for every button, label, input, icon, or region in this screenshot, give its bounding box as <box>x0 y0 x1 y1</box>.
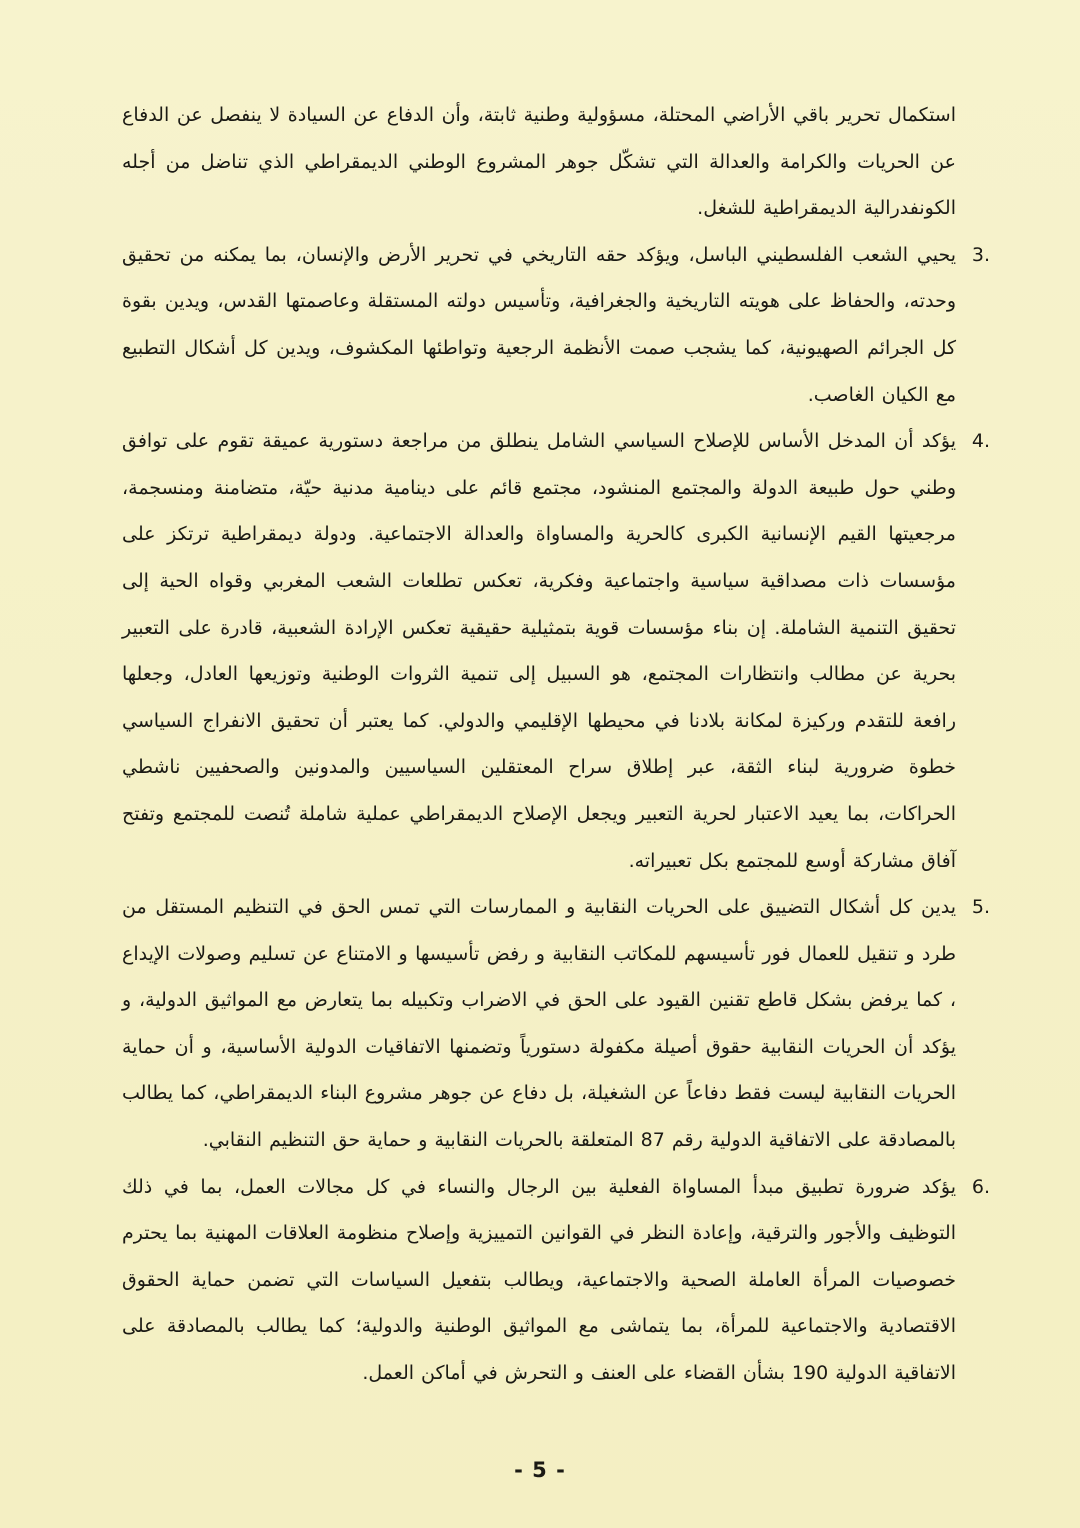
list-item <box>122 418 990 884</box>
list-item <box>122 232 990 418</box>
list-item-number: 3. <box>971 243 990 266</box>
intro-paragraph: استكمال تحرير باقي الأراضي المحتلة، مسؤولية وطنية ثابتة، وأن الدفاع عن السيادة لا ينفصل عن الدفاع عن الحريات والكرامة والعدالة التي تشكّل جوهر المشروع الوطني الديمقراطي الذي تناضل من أجله الكونفدرالية الديمقراطية للشغل. <box>122 104 956 220</box>
list-item-text: يؤكد أن المدخل الأساس للإصلاح السياسي الشامل ينطلق من مراجعة دستورية عميقة تقوم على توافق وطني حول طبيعة الدولة والمجتمع المنشود، مجتمع قائم على دينامية مدنية حيّة، متضامنة ومنسجمة، مرجعيتها القيم الإنسانية الكبرى كالحرية والمساواة والعدالة الاجتماعية. ودولة ديمقراطية ترتكز على مؤسسات ذات مصداقية سياسية واجتماعية وفكرية، تعكس تطلعات الشعب المغربي وقواه الحية إلى تحقيق التنمية الشاملة. إن بناء مؤسسات قوية بتمثيلية حقيقية تعكس الإرادة الشعبية، قادرة على التعبير بحرية عن مطالب وانتظارات المجتمع، هو السبيل إلى تنمية الثروات الوطنية وتوزيعها العادل، وجعلها رافعة للتقدم وركيزة لمكانة بلادنا في محيطها الإقليمي والدولي. كما يعتبر أن تحقيق الانفراج السياسي خطوة ضرورية لبناء الثقة، عبر إطلاق سراح المعتقلين السياسيين والمدونين والصحفيين ناشطي الحراكات، بما يعيد الاعتبار لحرية التعبير ويجعل الإصلاح الديمقراطي عملية شاملة تُنصت للمجتمع وتفتح آفاق مشاركة أوسع للمجتمع بكل تعبيراته. <box>122 430 956 872</box>
list-item-text: يحيي الشعب الفلسطيني الباسل، ويؤكد حقه التاريخي في تحرير الأرض والإنسان، بما يمكنه من تحقيق وحدته، والحفاظ على هويته التاريخية والجغرافية، وتأسيس دولته المستقلة وعاصمتها القدس، ويدين بقوة كل الجرائم الصهيونية، كما يشجب صمت الأنظمة الرجعية وتواطئها المكشوف، ويدين كل أشكال التطبيع مع الكيان الغاصب. <box>122 243 956 406</box>
list-item <box>122 1164 990 1397</box>
list-item-text: يدين كل أشكال التضييق على الحريات النقابية و الممارسات التي تمس الحق في التنظيم المستقل من طرد و تنقيل للعمال فور تأسيسهم للمكاتب النقابية و رفض تأسيسها و الامتناع عن تسليم وصولات الإيداع ، كما يرفض بشكل قاطع تقنين القيود على الحق في الاضراب وتكبيله بما يتعارض مع المواثيق الدولية، و يؤكد أن الحريات النقابية حقوق أصيلة مكفولة دستورياً وتضمنها الاتفاقيات الدولية الأساسية، و أن حماية الحريات النقابية ليست فقط دفاعاً عن الشغيلة، بل دفاع عن جوهر مشروع البناء الديمقراطي، كما يطالب بالمصادقة على الاتفاقية الدولية رقم 87 المتعلقة بالحريات النقابية و حماية حق التنظيم النقابي. <box>122 896 956 1152</box>
list-item-text: يؤكد ضرورة تطبيق مبدأ المساواة الفعلية بين الرجال والنساء في كل مجالات العمل، بما في ذلك التوظيف والأجور والترقية، وإعادة النظر في القوانين التمييزية وإصلاح منظومة العلاقات المهنية بما يحترم خصوصيات المرأة العاملة الصحية والاجتماعية، ويطالب بتفعيل السياسات التي تضمن حماية الحقوق الاقتصادية والاجتماعية للمرأة، بما يتماشى مع المواثيق الوطنية والدولية؛ كما يطالب بالمصادقة على الاتفاقية الدولية 190 بشأن القضاء على العنف و التحرش في أماكن العمل. <box>122 1175 956 1385</box>
list-item <box>122 884 990 1164</box>
list-item-number: 5. <box>971 896 990 919</box>
page-number: - 5 - <box>514 1458 566 1482</box>
list-item-number: 6. <box>971 1175 990 1198</box>
list-item-number: 4. <box>971 430 990 453</box>
document-body <box>122 92 990 1397</box>
